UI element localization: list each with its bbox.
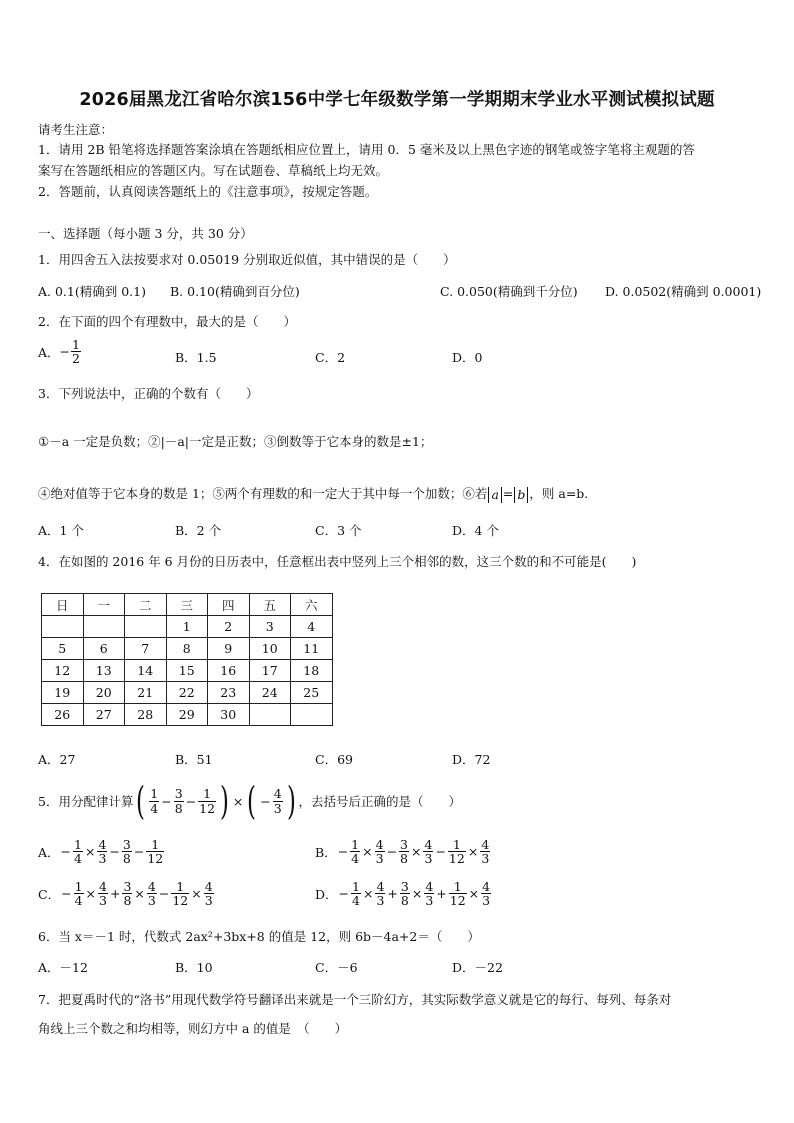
calendar-cell: 30 xyxy=(208,704,250,726)
question-6-stem: 6．当 x＝－1 时，代数式 2ax²+3bx+8 的值是 12，则 6b－4a+2＝（ ） xyxy=(38,929,480,944)
calendar-cell: 10 xyxy=(249,638,291,660)
calendar-cell: 7 xyxy=(125,638,167,660)
section-heading: 一、选择题（每小题 3 分，共 30 分） xyxy=(38,226,253,241)
question-6-option-a: A．－12 xyxy=(38,960,88,975)
notice-line-1: 1．请用 2B 铅笔将选择题答案涂填在答题纸相应位置上，请用 0．5 毫米及以上黑色字迹的钢笔或签字笔将主观题的答 xyxy=(38,142,695,157)
calendar-cell: 16 xyxy=(208,660,250,682)
calendar-cell xyxy=(125,616,167,638)
question-3-stem: 3．下列说法中，正确的个数有（ ） xyxy=(38,386,259,401)
question-4-option-c: C．69 xyxy=(315,752,353,767)
question-7-line-2: 角线上三个数之和均相等，则幻方中 a 的值是 （ ） xyxy=(38,1021,348,1036)
question-3-statements-2: ④绝对值等于它本身的数是 1；⑤两个有理数的和一定大于其中每一个加数；⑥若 a = b ，则 a=b. xyxy=(38,486,589,502)
calendar-cell: 29 xyxy=(166,704,208,726)
question-4-stem: 4．在如图的 2016 年 6 月份的日历表中，任意框出表中竖列上三个相邻的数，这三个数的和不可能是( ) xyxy=(38,554,637,569)
calendar-header-cell: 六 xyxy=(291,594,333,616)
question-4-option-a: A．27 xyxy=(38,752,76,767)
calendar-row xyxy=(42,638,333,660)
calendar-cell: 17 xyxy=(249,660,291,682)
calendar-cell: 20 xyxy=(83,682,125,704)
calendar-cell: 25 xyxy=(291,682,333,704)
notice-line-2: 2．答题前，认真阅读答题纸上的《注意事项》，按规定答题。 xyxy=(38,184,378,199)
page-title: 2026届黑龙江省哈尔滨156中学七年级数学第一学期期末学业水平测试模拟试题 xyxy=(79,90,715,110)
calendar-cell: 27 xyxy=(83,704,125,726)
calendar-cell xyxy=(249,704,291,726)
question-5-option-b: B． − $\frac{1}{4}$ × $\frac{4}{3}$ − $\frac{3}{8}$ × $\frac{4}{3}$ − $\frac{1}{12}$ × $\frac{4}{3}$ xyxy=(315,837,490,867)
calendar-cell: 23 xyxy=(208,682,250,704)
calendar-cell: 2 xyxy=(208,616,250,638)
calendar-cell xyxy=(291,704,333,726)
question-3-option-a: A．1 个 xyxy=(38,523,84,538)
calendar-cell: 13 xyxy=(83,660,125,682)
calendar-header-cell: 二 xyxy=(125,594,167,616)
calendar-cell: 15 xyxy=(166,660,208,682)
calendar-header-cell: 三 xyxy=(166,594,208,616)
question-3-option-c: C．3 个 xyxy=(315,523,362,538)
question-5-stem: 5．用分配律计算 ( $\frac{1}{4}$ − $\frac{3}{8}$ − $\frac{1}{12}$ ) × ( − $\frac{4}{3}$ ) ，去括号后正确的是（ ） xyxy=(38,779,461,823)
calendar-cell: 11 xyxy=(291,638,333,660)
calendar-cell xyxy=(42,616,84,638)
question-5-option-d: D． − $\frac{1}{4}$ × $\frac{4}{3}$ + $\frac{3}{8}$ × $\frac{4}{3}$ + $\frac{1}{12}$ × $\frac{4}{3}$ xyxy=(315,879,491,909)
question-2-option-d: D．0 xyxy=(452,350,483,365)
question-2-option-c: C．2 xyxy=(315,350,346,365)
calendar-row xyxy=(42,682,333,704)
calendar-table xyxy=(41,593,333,726)
question-1-option-d: D. 0.0502(精确到 0.0001) xyxy=(605,284,762,299)
calendar-row xyxy=(42,704,333,726)
calendar-cell: 21 xyxy=(125,682,167,704)
question-3-option-d: D．4 个 xyxy=(452,523,499,538)
calendar-header-row xyxy=(42,594,333,616)
calendar-cell: 3 xyxy=(249,616,291,638)
question-2-option-b: B．1.5 xyxy=(175,350,217,365)
question-6-option-d: D．－22 xyxy=(452,960,503,975)
calendar-cell: 1 xyxy=(166,616,208,638)
question-2-stem: 2．在下面的四个有理数中，最大的是（ ） xyxy=(38,314,296,329)
calendar-cell: 4 xyxy=(291,616,333,638)
calendar-cell: 19 xyxy=(42,682,84,704)
calendar-cell: 12 xyxy=(42,660,84,682)
calendar-header-cell: 日 xyxy=(42,594,84,616)
calendar-cell: 9 xyxy=(208,638,250,660)
question-4-option-d: D．72 xyxy=(452,752,491,767)
question-1-option-c: C. 0.050(精确到千分位) xyxy=(440,284,578,299)
calendar-cell: 6 xyxy=(83,638,125,660)
question-2-option-a: A． − $\frac{1}{2}$ xyxy=(38,337,80,367)
question-6-option-c: C．－6 xyxy=(315,960,358,975)
question-7-line-1: 7．把夏禹时代的“洛书”用现代数学符号翻译出来就是一个三阶幻方，其实际数学意义就是它的每行、每列、每条对 xyxy=(38,992,672,1007)
calendar-header-cell: 一 xyxy=(83,594,125,616)
question-1-option-a: A. 0.1(精确到 0.1) xyxy=(38,284,146,299)
calendar-header-cell: 五 xyxy=(249,594,291,616)
question-5-option-a: A． − $\frac{1}{4}$ × $\frac{4}{3}$ − $\frac{3}{8}$ − $\frac{1}{12}$ xyxy=(38,837,164,867)
calendar-header-cell: 四 xyxy=(208,594,250,616)
calendar-cell: 8 xyxy=(166,638,208,660)
calendar-cell: 18 xyxy=(291,660,333,682)
question-1-stem: 1．用四舍五入法按要求对 0.05019 分别取近似值，其中错误的是（ ） xyxy=(38,252,456,267)
calendar-cell: 22 xyxy=(166,682,208,704)
calendar-row xyxy=(42,616,333,638)
notice-line-1b: 案写在答题纸相应的答题区内。写在试题卷、草稿纸上均无效。 xyxy=(38,163,389,178)
calendar-cell xyxy=(83,616,125,638)
calendar-cell: 24 xyxy=(249,682,291,704)
question-3-statements-1: ①－a 一定是负数；②|－a|一定是正数；③倒数等于它本身的数是±1； xyxy=(38,434,433,449)
calendar-row xyxy=(42,660,333,682)
question-1-option-b: B. 0.10(精确到百分位) xyxy=(170,284,300,299)
calendar-cell: 26 xyxy=(42,704,84,726)
notice-heading: 请考生注意： xyxy=(38,122,114,137)
question-6-option-b: B．10 xyxy=(175,960,213,975)
calendar-cell: 5 xyxy=(42,638,84,660)
question-5-option-c: C． − $\frac{1}{4}$ × $\frac{4}{3}$ + $\frac{3}{8}$ × $\frac{4}{3}$ − $\frac{1}{12}$ × $\frac{4}{3}$ xyxy=(38,879,213,909)
question-4-option-b: B．51 xyxy=(175,752,213,767)
calendar-cell: 14 xyxy=(125,660,167,682)
calendar-cell: 28 xyxy=(125,704,167,726)
question-3-option-b: B．2 个 xyxy=(175,523,222,538)
